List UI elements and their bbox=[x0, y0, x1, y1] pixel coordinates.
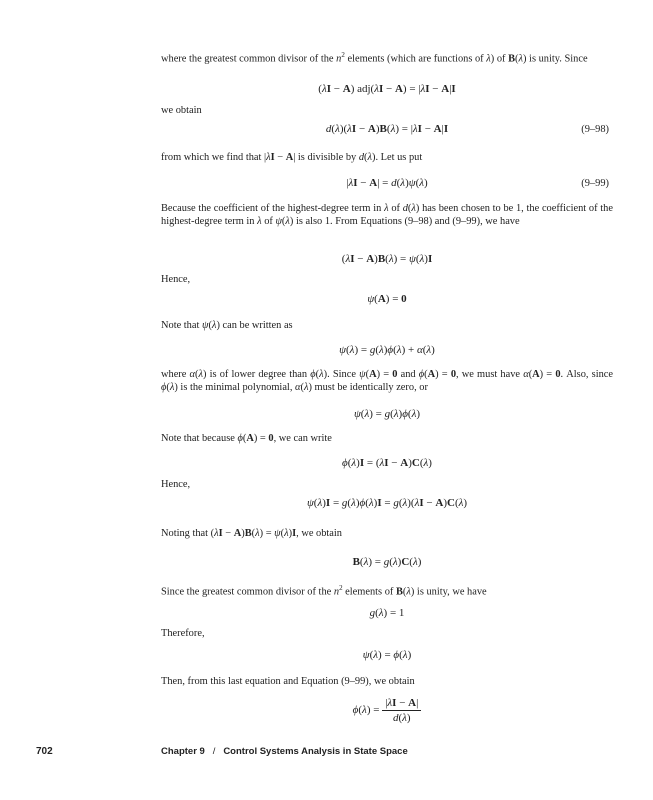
equation-5: ψ(A) = 0 bbox=[367, 293, 407, 305]
equation-13-lhs: ϕ(λ) = bbox=[352, 704, 380, 717]
fraction-numerator: |λI − A| bbox=[382, 697, 421, 711]
equation-number-9-98: (9–98) bbox=[581, 124, 609, 135]
paragraph-11: Since the greatest common divisor of the $n^2$ elements of B(λ) is unity, we have bbox=[161, 584, 487, 598]
paragraph-7: where α(λ) is of lower degree than ϕ(λ). Since ψ(A) = 0 and ϕ(A) = 0, we must have α(A) = 0. Also, since ϕ(λ) is the minimal polynomial, α(λ) must be identically zero, or bbox=[161, 369, 614, 394]
paragraph-8: Note that because ϕ(A) = 0, we can write bbox=[161, 433, 332, 444]
page-number: 702 bbox=[36, 746, 53, 757]
equation-1: (λI − A) adj(λI − A) = |λI − A|I bbox=[318, 83, 456, 95]
equation-13 bbox=[161, 697, 613, 724]
footer-separator: / bbox=[212, 746, 216, 757]
paragraph-5: Hence, bbox=[161, 274, 191, 285]
paragraph-2: we obtain bbox=[161, 105, 202, 116]
equation-2: d(λ)(λI − A)B(λ) = |λI − A|I bbox=[325, 123, 449, 135]
running-footer bbox=[161, 746, 408, 757]
paragraph-13: Then, from this last equation and Equation (9–99), we obtain bbox=[161, 676, 415, 687]
equation-12: ψ(λ) = ϕ(λ) bbox=[362, 649, 412, 661]
paragraph-6: Note that ψ(λ) can be written as bbox=[161, 320, 293, 331]
fraction-denominator: d(λ) bbox=[392, 712, 411, 724]
equation-11: g(λ) = 1 bbox=[369, 607, 405, 619]
equation-number-9-99: (9–99) bbox=[581, 178, 609, 189]
equation-3: |λI − A| = d(λ)ψ(λ) bbox=[346, 177, 428, 189]
paragraph-4: Because the coefficient of the highest-degree term in λ of d(λ) has been chosen to be 1, the coefficient of the highest-degree term in λ of ψ(λ) is also 1. From Equations (9–98) and (9–99), we have bbox=[161, 203, 613, 228]
paragraph-9: Hence, bbox=[161, 479, 191, 490]
fraction bbox=[382, 697, 421, 724]
paragraph-3: from which we find that |λI − A| is divisible by d(λ). Let us put bbox=[161, 152, 423, 163]
paragraph-1: where the greatest common divisor of the $n^2$ elements (which are functions of λ) of B(λ) is unity. Since bbox=[161, 51, 588, 65]
chapter-label: Chapter 9 bbox=[161, 746, 205, 757]
paragraph-12: Therefore, bbox=[161, 628, 205, 639]
equation-10: B(λ) = g(λ)C(λ) bbox=[352, 556, 422, 568]
equation-4: (λI − A)B(λ) = ψ(λ)I bbox=[341, 253, 433, 265]
equation-6: ψ(λ) = g(λ)ϕ(λ) + α(λ) bbox=[339, 344, 435, 356]
equation-9: ψ(λ)I = g(λ)ϕ(λ)I = g(λ)(λI − A)C(λ) bbox=[306, 497, 468, 509]
paragraph-10: Noting that (λI − A)B(λ) = ψ(λ)I, we obtain bbox=[161, 528, 343, 539]
chapter-title: Control Systems Analysis in State Space bbox=[223, 746, 408, 757]
equation-8: ϕ(λ)I = (λI − A)C(λ) bbox=[342, 457, 432, 469]
equation-7: ψ(λ) = g(λ)ϕ(λ) bbox=[353, 408, 421, 420]
